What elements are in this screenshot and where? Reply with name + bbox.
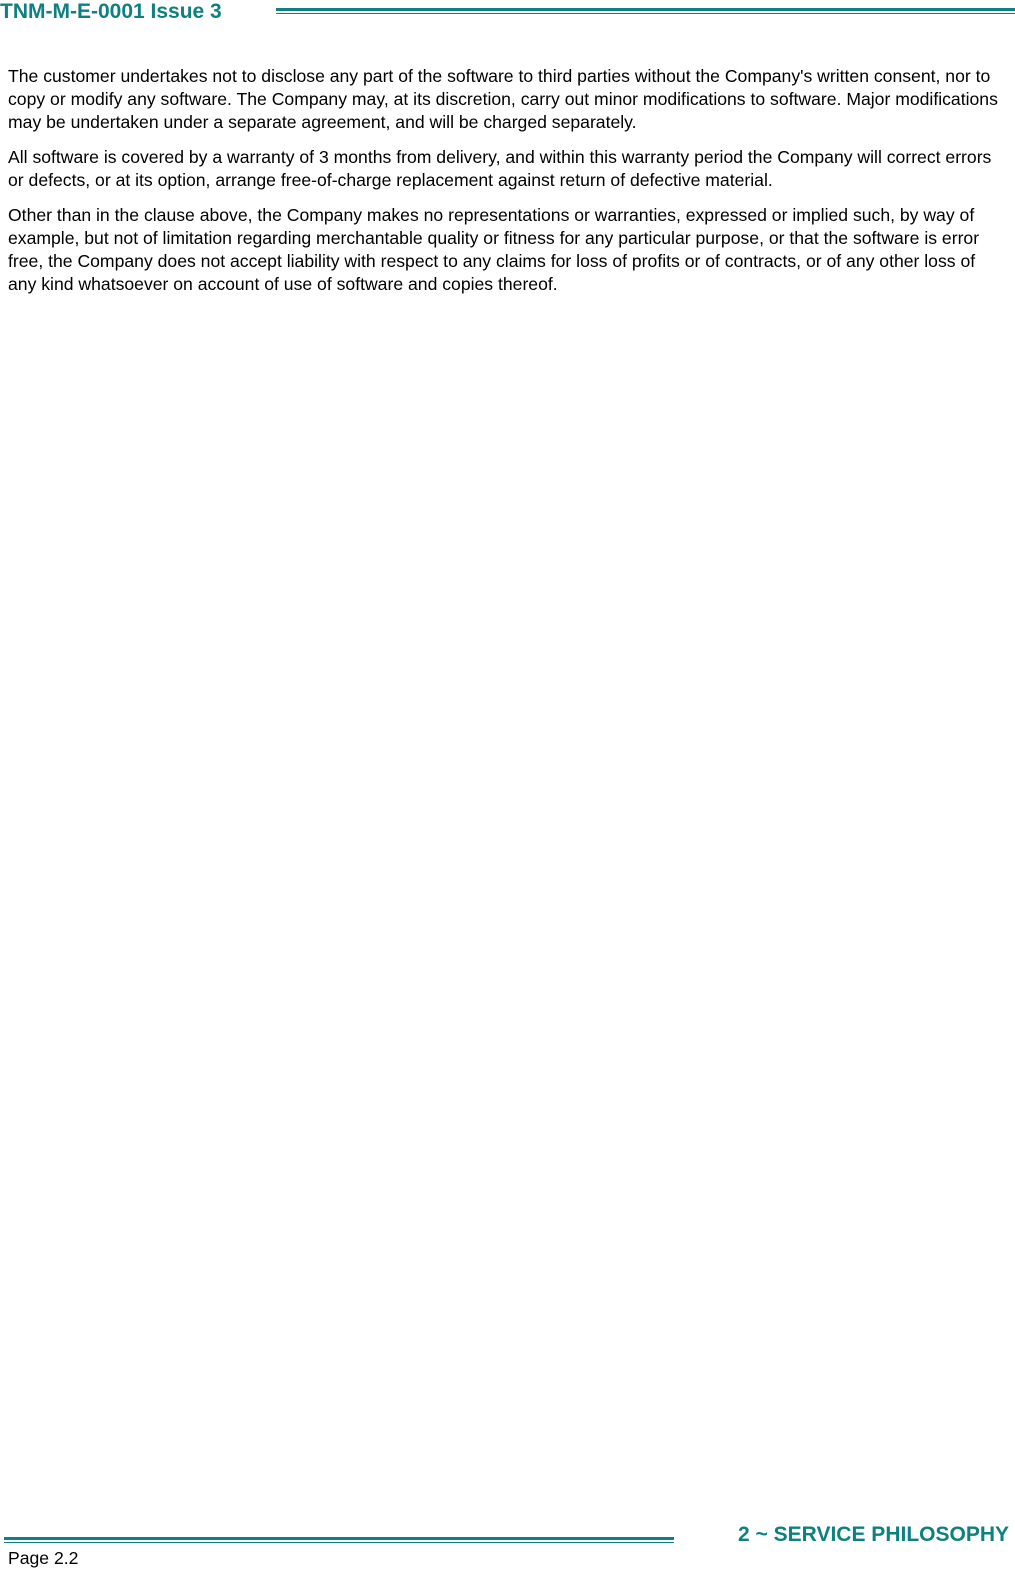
footer-rule: [4, 1537, 674, 1543]
paragraph-confidentiality: The customer undertakes not to disclose any part of the software to third parties without the Company's written consent, nor to copy or modify any software. The Company may, at its discretion, carry out minor modifications to software. Major modifications may be undertaken under a separate agreement, and will be charged separately.: [8, 66, 998, 132]
document-id: TNM-M-E-0001 Issue 3: [0, 0, 222, 23]
page-header: [0, 0, 1015, 26]
section-title: 2 ~ SERVICE PHILOSOPHY: [738, 1523, 1009, 1546]
paragraph-warranty: All software is covered by a warranty of 3 months from delivery, and within this warranty period the Company will correct errors or defects, or at its option, arrange free-of-charge replacement against return of defective material.: [8, 147, 992, 190]
header-rule: [276, 8, 1015, 14]
paragraph-liability: Other than in the clause above, the Company makes no representations or warranties, expressed or implied such, by way of example, but not of limitation regarding merchantable quality or fitness for any particular purpose, or that the software is error free, the Company does not accept liability with respect to any claims for loss of profits or of contracts, or of any other loss of any kind whatsoever on account of use of software and copies thereof.: [8, 205, 980, 294]
document-body: [8, 65, 998, 308]
page-number: Page 2.2: [8, 1548, 79, 1568]
